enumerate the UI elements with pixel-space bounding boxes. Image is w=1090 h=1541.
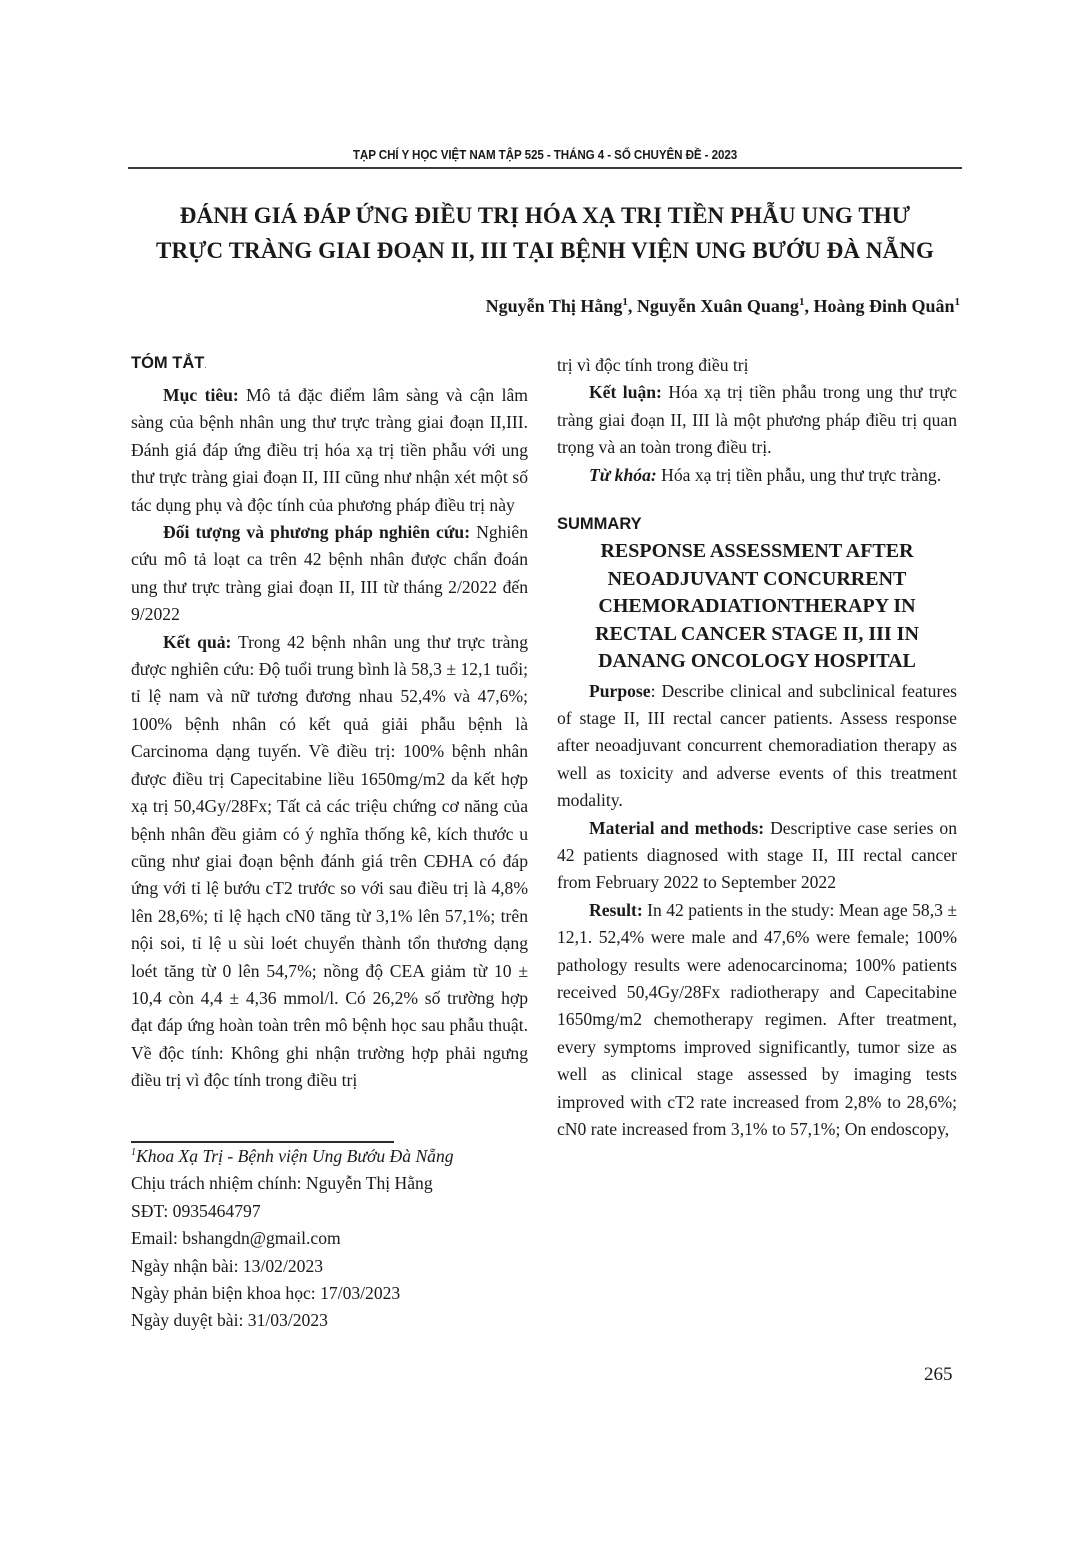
methods-text: Nghiên cứu mô tả loạt ca trên 42 bệnh nhân được chẩn đoán ung thư trực tràng giai đoạn II, III từ tháng 2/2022 đến 9/2022 [131,522,528,625]
abstract-keywords [557,462,957,489]
summary-heading: SUMMARY [557,515,642,534]
journal-running-header: TẠP CHÍ Y HỌC VIỆT NAM TẬP 525 - THÁNG 4 - SỐ CHUYÊN ĐỀ - 2023 [352,148,738,162]
author-affiliation-mark: 1 [798,296,805,308]
methods-label: Đối tượng và phương pháp nghiên cứu: [163,522,471,543]
summary-result-label: Result: [589,899,643,920]
page-number: 265 [924,1364,953,1385]
purpose-label: Purpose [589,680,651,701]
summary-title-line: CHEMORADIATIONTHERAPY IN [598,595,916,618]
summary-title-line: RESPONSE ASSESSMENT AFTER [600,540,914,563]
author-separator: , [804,296,814,316]
abstract-results-continuation-frame [557,352,957,379]
summary-result [557,897,957,1144]
abstract-vi-heading [131,352,528,377]
article-title-line-1: ĐÁNH GIÁ ĐÁP ỨNG ĐIỀU TRỊ HÓA XẠ TRỊ TIỀN PHẪU UNG THƯ [179,203,911,228]
author-list [486,296,960,317]
results-label: Kết quả: [163,631,232,652]
conclusion-label: Kết luận: [589,382,662,403]
summary-methods-label: Material and methods: [589,817,765,838]
abstract-results-left-frame [131,629,528,1095]
article-title-line-2: TRỰC TRÀNG GIAI ĐOẠN II, III TẠI BỆNH VIỆN UNG BƯỚU ĐÀ NẴNG [156,238,934,263]
keywords-text: Hóa xạ trị tiền phẫu, ung thư trực tràng. [656,464,942,485]
author-name: Hoàng Đinh Quân [813,296,955,316]
abstract-methods [131,519,528,629]
author-affiliation-mark: 1 [622,296,628,308]
results-text: trị vì độc tính trong điều trị [557,355,749,376]
objective-label: Mục tiêu: [163,385,239,405]
author-name: Nguyễn Xuân Quang [636,296,799,316]
author-separator: , [627,296,637,316]
keywords-label: Từ khóa: [589,464,657,485]
author-affiliation-mark: 1 [954,296,960,308]
footnote-received-date: Ngày nhận bài: 13/02/2023 [131,1255,324,1276]
conclusion-text: Hóa xạ trị tiền phẫu trong ung thư trực tràng giai đoạn II, III là một phương pháp điều trị quan trọng và an toàn trong điều trị. [557,382,957,458]
summary-title-line: DANANG ONCOLOGY HOSPITAL [598,650,916,673]
footnote-affiliation-mark: 1 [131,1147,136,1158]
footnote-accepted-date: Ngày duyệt bài: 31/03/2023 [131,1310,328,1331]
purpose-text: : Describe clinical and subclinical features of stage II, III rectal cancer patients. Assess response after neoadjuvant concurrent chemoradiation therapy as well as toxicity and adverse events of this treatment modality. [557,680,957,811]
objective-text: Mô tả đặc điểm lâm sàng và cận lâm sàng của bệnh nhân ung thư trực tràng giai đoạn II,III. Đánh giá đáp ứng điều trị hóa xạ trị tiền phẫu với ung thư trực tràng giai đoạn II, III cũng như nhận xét một số tác dụng phụ và độc tính của phương pháp điều trị này [131,385,528,515]
summary-methods [557,815,957,897]
footnote-email: Email: bshangdn@gmail.com [131,1228,341,1249]
summary-title-line: RECTAL CANCER STAGE II, III IN [595,622,919,645]
abstract-objective [131,382,528,519]
summary-title [557,538,957,676]
abstract-conclusion [557,379,957,461]
footnotes [131,1143,531,1335]
footnote-affiliation-text: Khoa Xạ Trị - Bệnh viện Ung Bướu Đà Nẵng [136,1146,454,1166]
summary-title-line: NEOADJUVANT CONCURRENT [607,567,907,590]
author-name: Nguyễn Thị Hằng [485,296,623,316]
footnote-phone: SĐT: 0935464797 [131,1200,261,1221]
abstract-results [131,629,528,1095]
heading-mark: . [204,361,207,370]
summary-result-text: In 42 patients in the study: Mean age 58,3 ± 12,1. 52,4% were male and 47,6% were female; 100% pathology results were adenocarcinoma; 100% patients received 50,4Gy/28Fx radiotherapy and Capecitabine 1650mg/m2 chemotherapy regimen. After treatment, every symptoms improved significantly, tumor size as well as clinical stage assessed by imaging tests improved with cT2 rate increased from 2,8% to 28,6%; cN0 rate increased from 3,1% to 57,1%; On endoscopy, [557,899,957,1140]
summary-purpose [557,678,957,815]
abstract-results-continuation [557,352,957,379]
header-rule [128,167,962,169]
footnote-affiliation [131,1143,531,1170]
summary-methods-text: Descriptive case series on 42 patients diagnosed with stage II, III rectal cancer from February 2022 to September 2022 [557,817,957,893]
article-title [128,198,962,268]
abstract-vi-heading-text: TÓM TẮT [131,354,205,372]
footnote-review-date: Ngày phản biện khoa học: 17/03/2023 [131,1283,401,1304]
left-column [131,352,528,1094]
right-column [557,352,957,1143]
results-text: Trong 42 bệnh nhân ung thư trực tràng được nghiên cứu: Độ tuổi trung bình là 58,3 ± 12,1 tuổi; tỉ lệ nam và nữ tương đương nhau 52,4% và 47,6%; 100% bệnh nhân có kết quả giải phẫu bệnh là Carcinoma dạng tuyến. Về điều trị: 100% bệnh nhân được điều trị Capecitabine liều 1650mg/m2 da kết hợp xạ trị 50,4Gy/28Fx; Tất cả các triệu chứng cơ năng của bệnh nhân đều giảm có ý nghĩa thống kê, kích thước u cũng như giai đoạn bệnh đánh giá trên CĐHA có đáp ứng với tỉ lệ bướu cT2 trước so với sau điều trị là 4,8% lên 28,6%; tỉ lệ hạch cN0 tăng từ 3,1% lên 57,1%; trên nội soi, tỉ lệ u sùi loét chuyển thành tổn thương dạng loét tăng từ 0 lên 54,7%; nồng độ CEA giảm từ 10 ± 10,4 còn 4,4 ± 4,36 mmol/l. Có 26,2% số trường hợp đạt đáp ứng hoàn toàn trên mô bệnh học sau phẫu thuật. Về độc tính: Không ghi nhận trường hợp phải ngưng điều trị vì độc tính trong điều trị [131,631,528,1091]
footnote-corresponding-author: Chịu trách nhiệm chính: Nguyễn Thị Hằng [131,1173,433,1194]
